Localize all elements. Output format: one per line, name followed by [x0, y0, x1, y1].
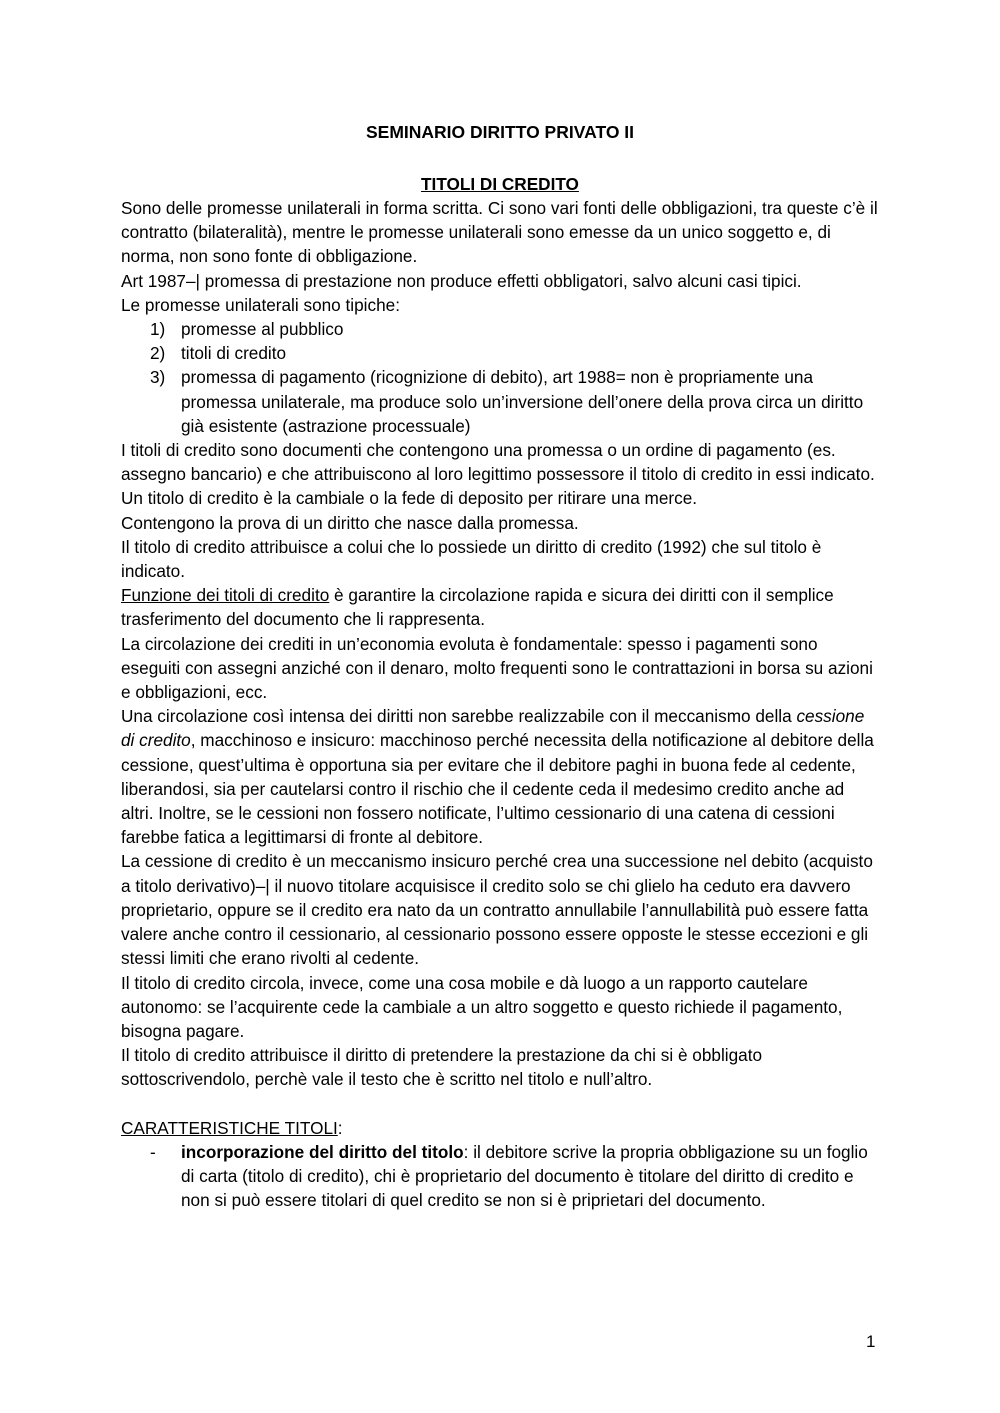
list-item-text: promessa di pagamento (ricognizione di debito), art 1988= non è propriamente una promessa unilaterale, ma produce solo un’inversione dell’onere della prova circa un diritto già esistente (astrazione processuale) — [181, 367, 864, 436]
paragraph: I titoli di credito sono documenti che contengono una promessa o un ordine di pagamento (es. assegno bancario) e che attribuiscono al loro legittimo possessore il titolo di credito in essi indicato. — [121, 440, 875, 485]
paragraph-text: è garantire la circolazione rapida e sicura dei diritti con il semplice trasferimento del documento che li rappresenta. — [121, 585, 834, 630]
paragraph: Art 1987–| promessa di prestazione non produce effetti obbligatori, salvo alcuni casi tipici. — [121, 270, 802, 291]
list-item-text: titoli di credito — [181, 343, 287, 364]
list-item-text: promesse al pubblico — [181, 319, 344, 340]
section-heading — [121, 1116, 881, 1140]
dash-bullet: - — [150, 1141, 156, 1162]
paragraph: Contengono la prova di un diritto che nasce dalla promessa. — [121, 512, 579, 533]
paragraph: Le promesse unilaterali sono tipiche: — [121, 294, 400, 315]
paragraph: La circolazione dei crediti in un’economia evoluta è fondamentale: spesso i pagamenti sono eseguiti con assegni anziché con il denaro, molto frequenti sono le contrattazioni in borsa su azioni e obbligazioni, ecc. — [121, 633, 873, 703]
paragraph-text: Una circolazione così intensa dei diritti non sarebbe realizzabile con il meccanismo della — [121, 706, 797, 727]
document-body — [121, 196, 881, 1213]
section-heading-text: CARATTERISTICHE TITOLI — [121, 1117, 338, 1138]
page-number: 1 — [866, 1332, 876, 1351]
bullet-list — [121, 1140, 881, 1213]
underlined-term: Funzione dei titoli di credito — [121, 585, 330, 606]
list-number: 3) — [150, 367, 166, 388]
blank-line — [121, 1092, 881, 1116]
section-title: TITOLI DI CREDITO — [421, 174, 579, 194]
paragraph: La cessione di credito è un meccanismo insicuro perché crea una successione nel debito (acquisto a titolo derivativo)–| il nuovo titolare acquisisce il credito solo se chi glielo ha ceduto era davvero proprietario, oppure se il credito era nato da un contratto annullabile l’annullabilità può essere fatta valere anche contro il cessionario, al cessionario possono essere opposte le stesse eccezioni e gli stessi limiti che erano rivolti al cedente. — [121, 851, 873, 969]
paragraph: Il titolo di credito attribuisce a colui che lo possiede un diritto di credito (1992) che sul titolo è indicato. — [121, 536, 822, 582]
list-number: 2) — [150, 343, 166, 364]
bold-term: incorporazione del diritto del titolo — [181, 1141, 464, 1162]
list-item — [121, 1140, 881, 1213]
paragraph — [121, 583, 881, 631]
list-item — [121, 317, 881, 341]
list-number: 1) — [150, 319, 166, 340]
paragraph: Il titolo di credito circola, invece, come una cosa mobile e dà luogo a un rapporto cautelare autonomo: se l’acquirente cede la cambiale a un altro soggetto e questo richiede il pagamento, bisogna pagare. — [121, 972, 843, 1041]
paragraph: Il titolo di credito attribuisce il diritto di pretendere la prestazione da chi si è obbligato sottoscrivendolo, perchè vale il testo che è scritto nel titolo e null’altro. — [121, 1045, 763, 1090]
list-item — [121, 365, 881, 438]
section-heading-colon: : — [337, 1117, 343, 1138]
paragraph: Un titolo di credito è la cambiale o la fede di deposito per ritirare una merce. — [121, 488, 698, 509]
paragraph: Sono delle promesse unilaterali in forma scritta. Ci sono vari fonti delle obbligazioni, tra queste c’è il contratto (bilateralità), mentre le promesse unilaterali sono emesse da un unico soggetto e, di norma, non sono fonte di obbligazione. — [121, 198, 878, 267]
paragraph — [121, 704, 881, 849]
paragraph-text: , macchinoso e insicuro: macchinoso perché necessita della notificazione al debitore della cessione, quest’ultima è opportuna sia per evitare che il debitore paghi in buona fede al cedente, liberandosi, sia per cautelarsi contro il rischio che il cedente ceda il medesimo credito anche ad altri. Inoltre, se le cessioni non fossero notificate, l’ultimo cessionario di una catena di cessioni farebbe fatica a legittimarsi di fronte al debitore. — [121, 730, 874, 848]
list-item — [121, 341, 881, 365]
list-item-text: : il debitore scrive la propria obbligazione su un foglio di carta (titolo di credito), chi è proprietario del documento è titolare del diritto di credito e non si può essere titolari di quel credito se non si è pripriet​ari del documento. — [181, 1141, 868, 1211]
page-title: SEMINARIO DIRITTO PRIVATO II — [365, 122, 635, 142]
italic-term: cessione di credito — [121, 706, 865, 751]
numbered-list — [121, 317, 881, 438]
